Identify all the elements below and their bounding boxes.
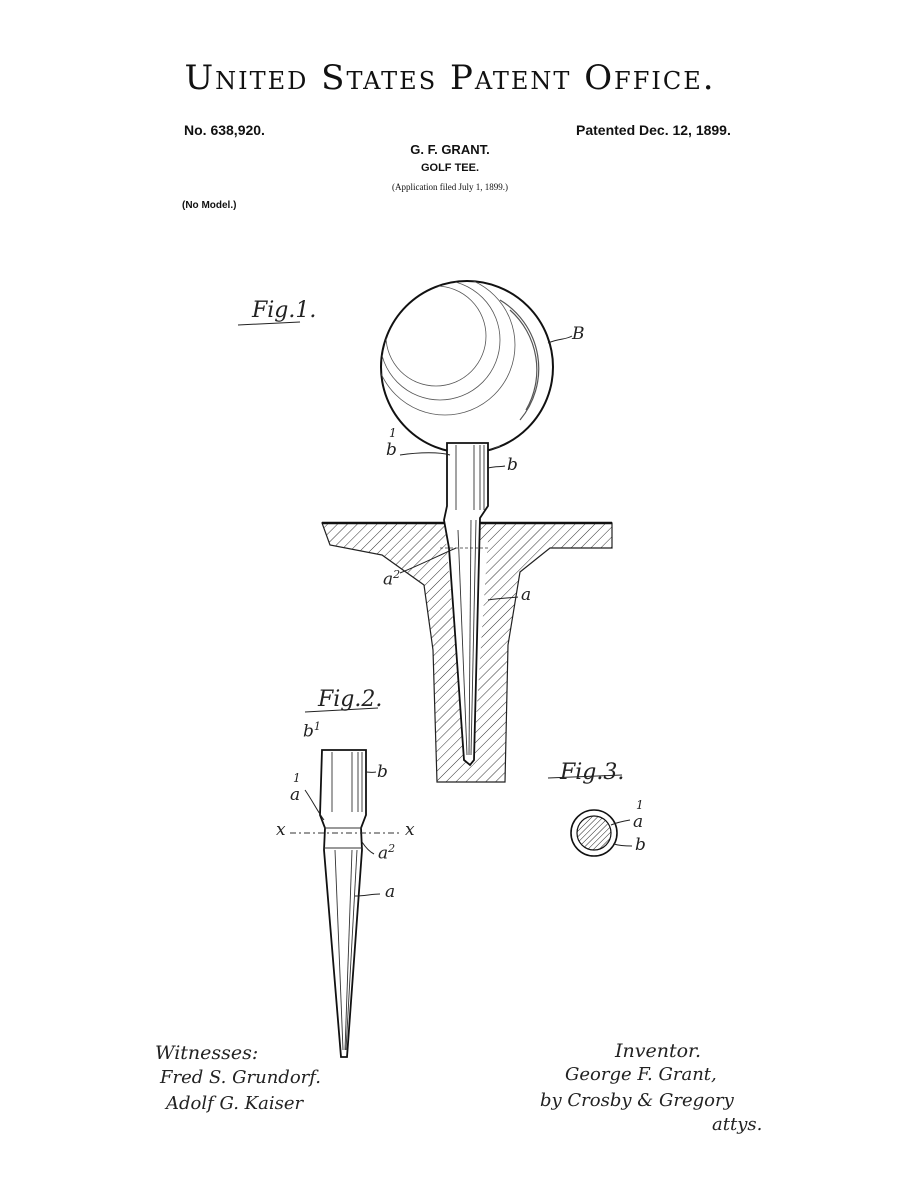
fig1-ref-collar-top-letter: b [386, 440, 397, 460]
application-filed: (Application filed July 1, 1899.) [392, 182, 508, 192]
patented-date: Patented Dec. 12, 1899. [576, 122, 731, 138]
fig1-ref-collar: b [507, 455, 518, 475]
fig1-ref-ball: B [572, 324, 585, 344]
fig1-ref-joint-sup: 2 [393, 568, 401, 581]
witness-signature-1: Fred S. Grundorf. [160, 1067, 321, 1088]
attorneys-signature: by Crosby & Gregory [540, 1090, 734, 1111]
witnesses-label: Witnesses: [155, 1042, 259, 1064]
fig3-ref-core [633, 798, 644, 832]
fig2-ref-joint-letter: a [378, 843, 389, 864]
fig3-ref-ring: b [635, 835, 646, 855]
witness-signature-2: Adolf G. Kaiser [166, 1093, 304, 1114]
fig2-ref-upper [290, 771, 301, 805]
inventor-signature: George F. Grant, [565, 1064, 717, 1085]
inventor-heading: G. F. GRANT. [410, 142, 490, 157]
fig2-ref-top-letter: b [303, 721, 314, 742]
fig2-ref-upper-sup: 1 [293, 771, 301, 785]
office-title: United States Patent Office. [184, 58, 716, 98]
fig2-ref-joint-sup: 2 [388, 842, 396, 855]
attys-signature: attys. [712, 1114, 763, 1135]
fig1-label: Fig.1. [252, 298, 317, 323]
fig3-ref-core-letter: a [633, 812, 644, 832]
fig2-ref-top-sup: 1 [313, 720, 321, 733]
inventor-label: Inventor. [615, 1040, 702, 1062]
fig2-ref-spike: a [385, 882, 396, 902]
fig1-ref-joint-letter: a [383, 569, 394, 590]
fig2-ref-collar: b [377, 762, 388, 782]
fig1-ref-joint [383, 568, 400, 590]
fig2-tee [290, 750, 402, 1057]
fig1-ref-spike: a [521, 585, 532, 605]
fig2-label: Fig.2. [318, 687, 383, 712]
patent-number: No. 638,920. [184, 122, 265, 138]
fig3-ref-core-sup: 1 [636, 798, 644, 812]
no-model-note: (No Model.) [182, 200, 237, 211]
fig3-label: Fig.3. [560, 760, 625, 785]
fig2-ref-section-left: x [276, 820, 286, 840]
fig2-ref-upper-letter: a [290, 785, 301, 805]
fig1-ball [375, 275, 553, 461]
fig2-ref-top [303, 720, 321, 742]
fig2-ref-joint [378, 842, 395, 864]
fig1-ref-collar-top-sup: 1 [389, 426, 397, 440]
fig1-ref-collar-top [386, 426, 397, 460]
patent-subject: GOLF TEE. [420, 162, 480, 174]
fig2-ref-section-right: x [405, 820, 415, 840]
fig3-section [571, 810, 632, 856]
